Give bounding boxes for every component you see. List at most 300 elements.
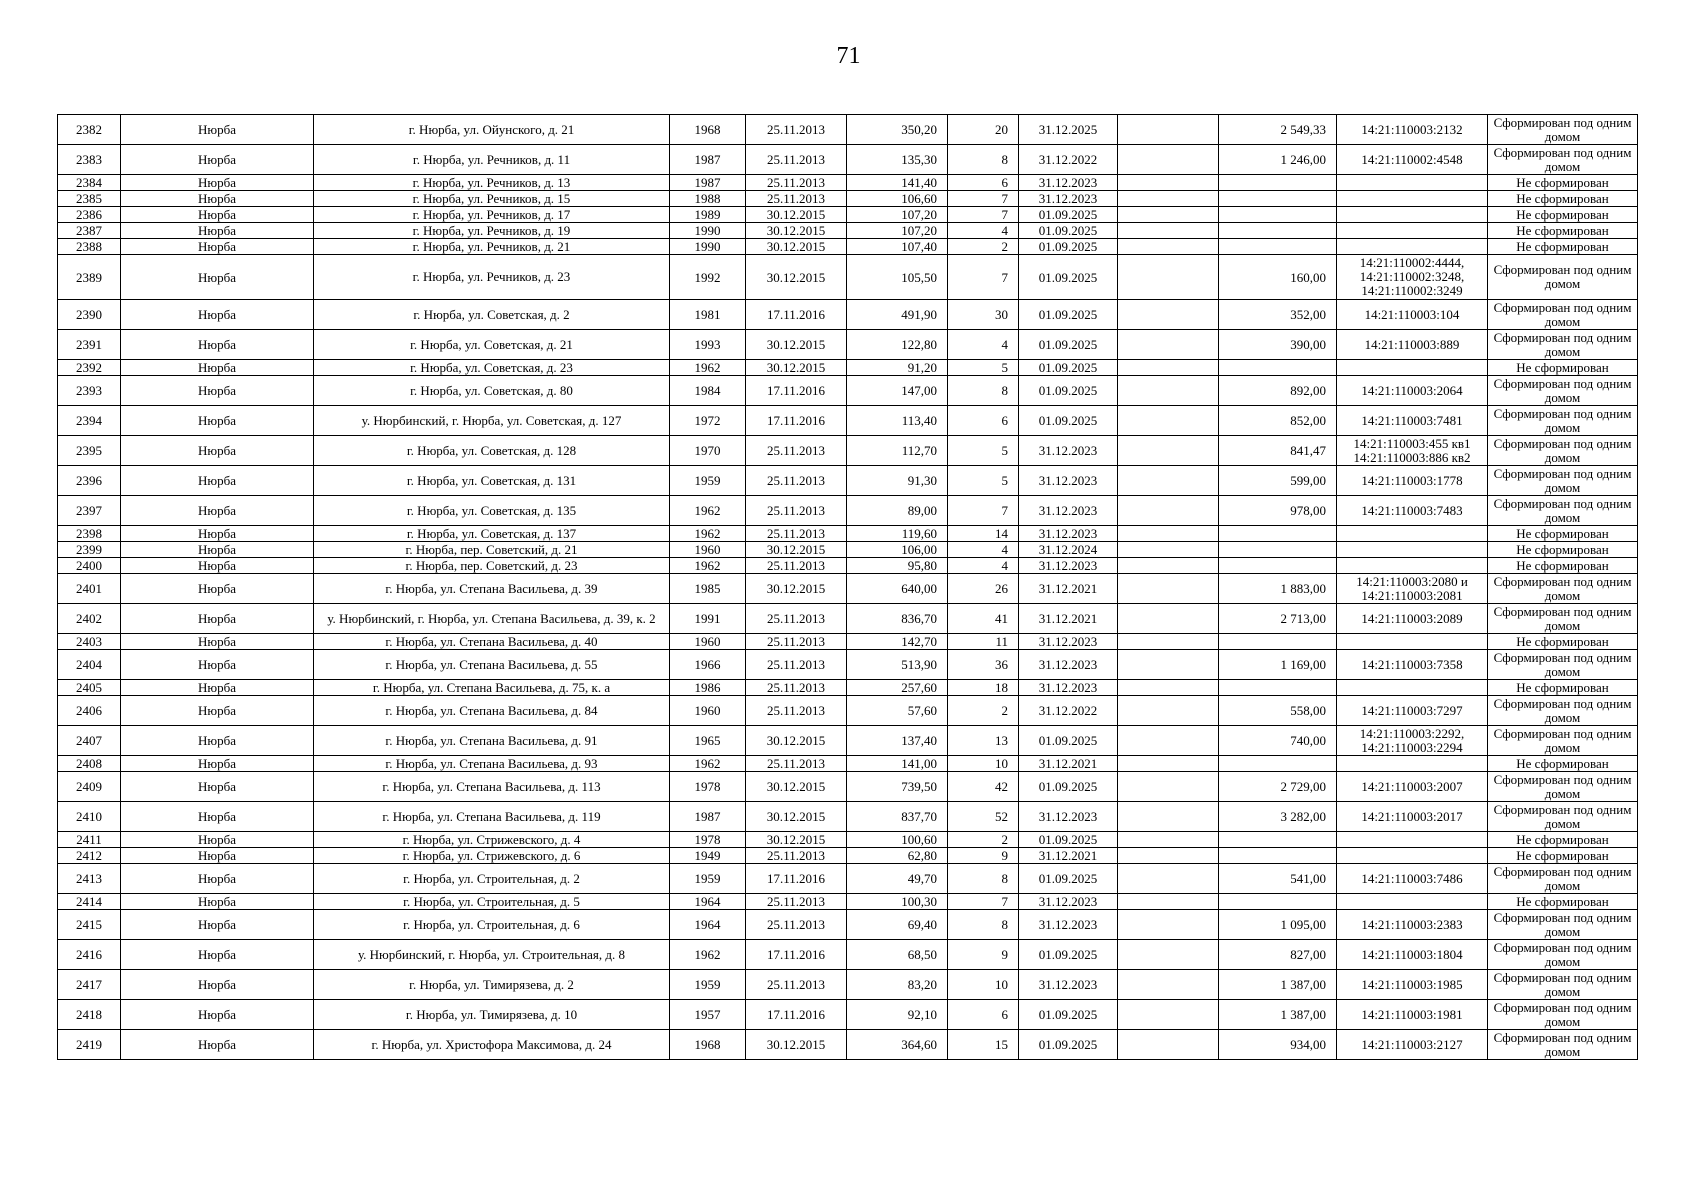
- cadastral-number-cell: 14:21:110003:7358: [1337, 650, 1488, 680]
- inclusion-date-cell: 25.11.2013: [746, 696, 847, 726]
- empty-cell: [1118, 574, 1219, 604]
- build-year-cell: 1987: [670, 145, 746, 175]
- empty-cell: [1118, 756, 1219, 772]
- land-area-cell: 1 246,00: [1219, 145, 1337, 175]
- record-number-cell: 2414: [58, 894, 121, 910]
- inclusion-date-cell: 30.12.2015: [746, 542, 847, 558]
- inclusion-date-cell: 25.11.2013: [746, 466, 847, 496]
- floor-area-cell: 107,20: [847, 207, 948, 223]
- land-area-cell: [1219, 542, 1337, 558]
- build-year-cell: 1957: [670, 1000, 746, 1030]
- address-cell: г. Нюрба, ул. Стрижевского, д. 4: [314, 832, 670, 848]
- land-area-cell: 1 387,00: [1219, 970, 1337, 1000]
- empty-cell: [1118, 894, 1219, 910]
- planned-date-cell: 01.09.2025: [1019, 255, 1118, 300]
- build-year-cell: 1991: [670, 604, 746, 634]
- housing-registry-table: [57, 114, 1638, 1060]
- table-body: [58, 115, 1638, 1060]
- planned-date-cell: 01.09.2025: [1019, 726, 1118, 756]
- residents-count-cell: 6: [948, 175, 1019, 191]
- settlement-cell: Нюрба: [121, 175, 314, 191]
- inclusion-date-cell: 17.11.2016: [746, 1000, 847, 1030]
- address-cell: г. Нюрба, ул. Степана Васильева, д. 75, к. а: [314, 680, 670, 696]
- settlement-cell: Нюрба: [121, 574, 314, 604]
- table-row: [58, 145, 1638, 175]
- address-cell: г. Нюрба, ул. Советская, д. 80: [314, 376, 670, 406]
- settlement-cell: Нюрба: [121, 300, 314, 330]
- inclusion-date-cell: 25.11.2013: [746, 970, 847, 1000]
- settlement-cell: Нюрба: [121, 940, 314, 970]
- residents-count-cell: 7: [948, 191, 1019, 207]
- land-status-cell: Не сформирован: [1488, 239, 1638, 255]
- land-area-cell: [1219, 894, 1337, 910]
- residents-count-cell: 6: [948, 406, 1019, 436]
- empty-cell: [1118, 604, 1219, 634]
- record-number-cell: 2418: [58, 1000, 121, 1030]
- build-year-cell: 1992: [670, 255, 746, 300]
- land-area-cell: 599,00: [1219, 466, 1337, 496]
- floor-area-cell: 100,30: [847, 894, 948, 910]
- empty-cell: [1118, 696, 1219, 726]
- build-year-cell: 1985: [670, 574, 746, 604]
- cadastral-number-cell: [1337, 848, 1488, 864]
- address-cell: г. Нюрба, ул. Степана Васильева, д. 39: [314, 574, 670, 604]
- land-status-cell: Сформирован под одним домом: [1488, 1000, 1638, 1030]
- address-cell: г. Нюрба, ул. Речников, д. 19: [314, 223, 670, 239]
- record-number-cell: 2393: [58, 376, 121, 406]
- floor-area-cell: 107,40: [847, 239, 948, 255]
- record-number-cell: 2403: [58, 634, 121, 650]
- residents-count-cell: 5: [948, 436, 1019, 466]
- residents-count-cell: 4: [948, 223, 1019, 239]
- planned-date-cell: 01.09.2025: [1019, 376, 1118, 406]
- address-cell: г. Нюрба, ул. Советская, д. 21: [314, 330, 670, 360]
- inclusion-date-cell: 30.12.2015: [746, 772, 847, 802]
- build-year-cell: 1970: [670, 436, 746, 466]
- residents-count-cell: 10: [948, 970, 1019, 1000]
- record-number-cell: 2399: [58, 542, 121, 558]
- settlement-cell: Нюрба: [121, 496, 314, 526]
- floor-area-cell: 119,60: [847, 526, 948, 542]
- table-row: [58, 115, 1638, 145]
- address-cell: г. Нюрба, пер. Советский, д. 23: [314, 558, 670, 574]
- empty-cell: [1118, 406, 1219, 436]
- empty-cell: [1118, 223, 1219, 239]
- residents-count-cell: 7: [948, 894, 1019, 910]
- residents-count-cell: 18: [948, 680, 1019, 696]
- planned-date-cell: 01.09.2025: [1019, 330, 1118, 360]
- land-status-cell: Сформирован под одним домом: [1488, 436, 1638, 466]
- empty-cell: [1118, 330, 1219, 360]
- floor-area-cell: 91,30: [847, 466, 948, 496]
- inclusion-date-cell: 17.11.2016: [746, 376, 847, 406]
- empty-cell: [1118, 726, 1219, 756]
- empty-cell: [1118, 848, 1219, 864]
- empty-cell: [1118, 207, 1219, 223]
- residents-count-cell: 52: [948, 802, 1019, 832]
- inclusion-date-cell: 25.11.2013: [746, 634, 847, 650]
- table-row: [58, 376, 1638, 406]
- record-number-cell: 2411: [58, 832, 121, 848]
- settlement-cell: Нюрба: [121, 756, 314, 772]
- land-status-cell: Не сформирован: [1488, 894, 1638, 910]
- record-number-cell: 2389: [58, 255, 121, 300]
- build-year-cell: 1959: [670, 970, 746, 1000]
- land-status-cell: Сформирован под одним домом: [1488, 772, 1638, 802]
- land-status-cell: Сформирован под одним домом: [1488, 330, 1638, 360]
- land-area-cell: 841,47: [1219, 436, 1337, 466]
- empty-cell: [1118, 175, 1219, 191]
- residents-count-cell: 8: [948, 376, 1019, 406]
- residents-count-cell: 9: [948, 940, 1019, 970]
- cadastral-number-cell: 14:21:110003:2089: [1337, 604, 1488, 634]
- table-row: [58, 223, 1638, 239]
- build-year-cell: 1990: [670, 223, 746, 239]
- settlement-cell: Нюрба: [121, 255, 314, 300]
- land-status-cell: Сформирован под одним домом: [1488, 115, 1638, 145]
- empty-cell: [1118, 542, 1219, 558]
- planned-date-cell: 01.09.2025: [1019, 223, 1118, 239]
- planned-date-cell: 31.12.2023: [1019, 970, 1118, 1000]
- empty-cell: [1118, 526, 1219, 542]
- empty-cell: [1118, 650, 1219, 680]
- floor-area-cell: 112,70: [847, 436, 948, 466]
- planned-date-cell: 01.09.2025: [1019, 832, 1118, 848]
- empty-cell: [1118, 864, 1219, 894]
- land-area-cell: 558,00: [1219, 696, 1337, 726]
- settlement-cell: Нюрба: [121, 696, 314, 726]
- floor-area-cell: 836,70: [847, 604, 948, 634]
- residents-count-cell: 7: [948, 255, 1019, 300]
- cadastral-number-cell: [1337, 175, 1488, 191]
- floor-area-cell: 62,80: [847, 848, 948, 864]
- settlement-cell: Нюрба: [121, 145, 314, 175]
- record-number-cell: 2410: [58, 802, 121, 832]
- land-area-cell: [1219, 207, 1337, 223]
- table-row: [58, 330, 1638, 360]
- address-cell: г. Нюрба, ул. Советская, д. 135: [314, 496, 670, 526]
- build-year-cell: 1949: [670, 848, 746, 864]
- cadastral-number-cell: 14:21:110003:2383: [1337, 910, 1488, 940]
- floor-area-cell: 837,70: [847, 802, 948, 832]
- planned-date-cell: 01.09.2025: [1019, 300, 1118, 330]
- build-year-cell: 1993: [670, 330, 746, 360]
- build-year-cell: 1962: [670, 558, 746, 574]
- residents-count-cell: 10: [948, 756, 1019, 772]
- inclusion-date-cell: 30.12.2015: [746, 802, 847, 832]
- land-area-cell: 827,00: [1219, 940, 1337, 970]
- floor-area-cell: 141,00: [847, 756, 948, 772]
- record-number-cell: 2405: [58, 680, 121, 696]
- land-area-cell: [1219, 526, 1337, 542]
- table-row: [58, 910, 1638, 940]
- land-status-cell: Сформирован под одним домом: [1488, 406, 1638, 436]
- land-status-cell: Не сформирован: [1488, 832, 1638, 848]
- land-area-cell: [1219, 223, 1337, 239]
- cadastral-number-cell: [1337, 526, 1488, 542]
- land-status-cell: Сформирован под одним домом: [1488, 940, 1638, 970]
- residents-count-cell: 6: [948, 1000, 1019, 1030]
- land-area-cell: 541,00: [1219, 864, 1337, 894]
- land-area-cell: 352,00: [1219, 300, 1337, 330]
- table-row: [58, 406, 1638, 436]
- build-year-cell: 1964: [670, 894, 746, 910]
- planned-date-cell: 01.09.2025: [1019, 940, 1118, 970]
- settlement-cell: Нюрба: [121, 680, 314, 696]
- address-cell: г. Нюрба, пер. Советский, д. 21: [314, 542, 670, 558]
- residents-count-cell: 11: [948, 634, 1019, 650]
- inclusion-date-cell: 30.12.2015: [746, 239, 847, 255]
- table-row: [58, 772, 1638, 802]
- record-number-cell: 2398: [58, 526, 121, 542]
- residents-count-cell: 8: [948, 145, 1019, 175]
- empty-cell: [1118, 680, 1219, 696]
- land-area-cell: [1219, 680, 1337, 696]
- settlement-cell: Нюрба: [121, 864, 314, 894]
- address-cell: г. Нюрба, ул. Ойунского, д. 21: [314, 115, 670, 145]
- build-year-cell: 1966: [670, 650, 746, 680]
- empty-cell: [1118, 558, 1219, 574]
- land-area-cell: 2 729,00: [1219, 772, 1337, 802]
- planned-date-cell: 31.12.2023: [1019, 634, 1118, 650]
- table-row: [58, 832, 1638, 848]
- record-number-cell: 2390: [58, 300, 121, 330]
- settlement-cell: Нюрба: [121, 910, 314, 940]
- planned-date-cell: 31.12.2021: [1019, 756, 1118, 772]
- cadastral-number-cell: 14:21:110003:1985: [1337, 970, 1488, 1000]
- inclusion-date-cell: 25.11.2013: [746, 558, 847, 574]
- build-year-cell: 1960: [670, 542, 746, 558]
- table-row: [58, 436, 1638, 466]
- table-row: [58, 526, 1638, 542]
- table-row: [58, 1030, 1638, 1060]
- land-status-cell: Не сформирован: [1488, 207, 1638, 223]
- land-area-cell: [1219, 848, 1337, 864]
- record-number-cell: 2386: [58, 207, 121, 223]
- settlement-cell: Нюрба: [121, 726, 314, 756]
- address-cell: г. Нюрба, ул. Советская, д. 137: [314, 526, 670, 542]
- table-row: [58, 207, 1638, 223]
- cadastral-number-cell: 14:21:110003:7486: [1337, 864, 1488, 894]
- build-year-cell: 1968: [670, 115, 746, 145]
- empty-cell: [1118, 191, 1219, 207]
- cadastral-number-cell: 14:21:110003:7483: [1337, 496, 1488, 526]
- planned-date-cell: 01.09.2025: [1019, 772, 1118, 802]
- land-area-cell: 934,00: [1219, 1030, 1337, 1060]
- planned-date-cell: 31.12.2023: [1019, 496, 1118, 526]
- table-row: [58, 894, 1638, 910]
- inclusion-date-cell: 25.11.2013: [746, 604, 847, 634]
- land-status-cell: Не сформирован: [1488, 848, 1638, 864]
- cadastral-number-cell: 14:21:110002:4444, 14:21:110002:3248, 14:21:110002:3249: [1337, 255, 1488, 300]
- settlement-cell: Нюрба: [121, 436, 314, 466]
- build-year-cell: 1959: [670, 864, 746, 894]
- planned-date-cell: 31.12.2023: [1019, 191, 1118, 207]
- land-area-cell: [1219, 239, 1337, 255]
- inclusion-date-cell: 30.12.2015: [746, 360, 847, 376]
- inclusion-date-cell: 30.12.2015: [746, 574, 847, 604]
- floor-area-cell: 106,60: [847, 191, 948, 207]
- land-area-cell: 2 549,33: [1219, 115, 1337, 145]
- record-number-cell: 2385: [58, 191, 121, 207]
- cadastral-number-cell: [1337, 191, 1488, 207]
- table-row: [58, 604, 1638, 634]
- floor-area-cell: 68,50: [847, 940, 948, 970]
- inclusion-date-cell: 25.11.2013: [746, 175, 847, 191]
- settlement-cell: Нюрба: [121, 802, 314, 832]
- record-number-cell: 2402: [58, 604, 121, 634]
- residents-count-cell: 14: [948, 526, 1019, 542]
- floor-area-cell: 640,00: [847, 574, 948, 604]
- land-area-cell: [1219, 832, 1337, 848]
- land-area-cell: [1219, 558, 1337, 574]
- planned-date-cell: 31.12.2021: [1019, 848, 1118, 864]
- cadastral-number-cell: 14:21:110003:2064: [1337, 376, 1488, 406]
- residents-count-cell: 2: [948, 696, 1019, 726]
- land-area-cell: [1219, 756, 1337, 772]
- floor-area-cell: 100,60: [847, 832, 948, 848]
- planned-date-cell: 31.12.2023: [1019, 650, 1118, 680]
- residents-count-cell: 4: [948, 542, 1019, 558]
- empty-cell: [1118, 300, 1219, 330]
- settlement-cell: Нюрба: [121, 604, 314, 634]
- inclusion-date-cell: 17.11.2016: [746, 864, 847, 894]
- empty-cell: [1118, 1000, 1219, 1030]
- empty-cell: [1118, 255, 1219, 300]
- cadastral-number-cell: [1337, 756, 1488, 772]
- land-area-cell: [1219, 175, 1337, 191]
- record-number-cell: 2395: [58, 436, 121, 466]
- inclusion-date-cell: 25.11.2013: [746, 756, 847, 772]
- empty-cell: [1118, 910, 1219, 940]
- cadastral-number-cell: 14:21:110003:2292, 14:21:110003:2294: [1337, 726, 1488, 756]
- build-year-cell: 1981: [670, 300, 746, 330]
- record-number-cell: 2394: [58, 406, 121, 436]
- land-status-cell: Не сформирован: [1488, 680, 1638, 696]
- table-row: [58, 680, 1638, 696]
- floor-area-cell: 49,70: [847, 864, 948, 894]
- inclusion-date-cell: 17.11.2016: [746, 300, 847, 330]
- inclusion-date-cell: 17.11.2016: [746, 406, 847, 436]
- cadastral-number-cell: 14:21:110003:7297: [1337, 696, 1488, 726]
- table-row: [58, 255, 1638, 300]
- settlement-cell: Нюрба: [121, 1000, 314, 1030]
- land-status-cell: Не сформирован: [1488, 223, 1638, 239]
- record-number-cell: 2392: [58, 360, 121, 376]
- build-year-cell: 1962: [670, 940, 746, 970]
- table-row: [58, 496, 1638, 526]
- empty-cell: [1118, 115, 1219, 145]
- address-cell: г. Нюрба, ул. Стрижевского, д. 6: [314, 848, 670, 864]
- build-year-cell: 1989: [670, 207, 746, 223]
- land-status-cell: Сформирован под одним домом: [1488, 650, 1638, 680]
- land-status-cell: Сформирован под одним домом: [1488, 802, 1638, 832]
- settlement-cell: Нюрба: [121, 772, 314, 802]
- land-area-cell: 1 169,00: [1219, 650, 1337, 680]
- inclusion-date-cell: 25.11.2013: [746, 910, 847, 940]
- inclusion-date-cell: 30.12.2015: [746, 832, 847, 848]
- planned-date-cell: 01.09.2025: [1019, 239, 1118, 255]
- inclusion-date-cell: 25.11.2013: [746, 894, 847, 910]
- record-number-cell: 2384: [58, 175, 121, 191]
- empty-cell: [1118, 772, 1219, 802]
- inclusion-date-cell: 25.11.2013: [746, 115, 847, 145]
- inclusion-date-cell: 25.11.2013: [746, 680, 847, 696]
- settlement-cell: Нюрба: [121, 207, 314, 223]
- floor-area-cell: 257,60: [847, 680, 948, 696]
- settlement-cell: Нюрба: [121, 970, 314, 1000]
- residents-count-cell: 30: [948, 300, 1019, 330]
- cadastral-number-cell: 14:21:110003:1778: [1337, 466, 1488, 496]
- land-area-cell: 1 095,00: [1219, 910, 1337, 940]
- address-cell: г. Нюрба, ул. Тимирязева, д. 10: [314, 1000, 670, 1030]
- land-status-cell: Сформирован под одним домом: [1488, 145, 1638, 175]
- build-year-cell: 1962: [670, 360, 746, 376]
- floor-area-cell: 137,40: [847, 726, 948, 756]
- land-area-cell: [1219, 191, 1337, 207]
- planned-date-cell: 31.12.2023: [1019, 802, 1118, 832]
- settlement-cell: Нюрба: [121, 406, 314, 436]
- land-area-cell: 3 282,00: [1219, 802, 1337, 832]
- cadastral-number-cell: [1337, 634, 1488, 650]
- table-row: [58, 558, 1638, 574]
- address-cell: г. Нюрба, ул. Речников, д. 23: [314, 255, 670, 300]
- build-year-cell: 1965: [670, 726, 746, 756]
- address-cell: г. Нюрба, ул. Строительная, д. 6: [314, 910, 670, 940]
- residents-count-cell: 41: [948, 604, 1019, 634]
- settlement-cell: Нюрба: [121, 526, 314, 542]
- address-cell: г. Нюрба, ул. Степана Васильева, д. 91: [314, 726, 670, 756]
- floor-area-cell: 91,20: [847, 360, 948, 376]
- residents-count-cell: 8: [948, 910, 1019, 940]
- address-cell: г. Нюрба, ул. Советская, д. 131: [314, 466, 670, 496]
- inclusion-date-cell: 25.11.2013: [746, 436, 847, 466]
- cadastral-number-cell: 14:21:110003:2132: [1337, 115, 1488, 145]
- settlement-cell: Нюрба: [121, 832, 314, 848]
- land-status-cell: Не сформирован: [1488, 360, 1638, 376]
- table-row: [58, 239, 1638, 255]
- table-row: [58, 466, 1638, 496]
- planned-date-cell: 31.12.2023: [1019, 526, 1118, 542]
- inclusion-date-cell: 25.11.2013: [746, 496, 847, 526]
- land-status-cell: Не сформирован: [1488, 175, 1638, 191]
- cadastral-number-cell: [1337, 542, 1488, 558]
- address-cell: г. Нюрба, ул. Степана Васильева, д. 40: [314, 634, 670, 650]
- cadastral-number-cell: 14:21:110002:4548: [1337, 145, 1488, 175]
- land-status-cell: Сформирован под одним домом: [1488, 255, 1638, 300]
- cadastral-number-cell: 14:21:110003:2080 и 14:21:110003:2081: [1337, 574, 1488, 604]
- empty-cell: [1118, 496, 1219, 526]
- planned-date-cell: 31.12.2022: [1019, 145, 1118, 175]
- planned-date-cell: 31.12.2023: [1019, 894, 1118, 910]
- settlement-cell: Нюрба: [121, 558, 314, 574]
- planned-date-cell: 31.12.2023: [1019, 466, 1118, 496]
- table-row: [58, 970, 1638, 1000]
- residents-count-cell: 5: [948, 466, 1019, 496]
- settlement-cell: Нюрба: [121, 239, 314, 255]
- cadastral-number-cell: [1337, 223, 1488, 239]
- cadastral-number-cell: [1337, 832, 1488, 848]
- build-year-cell: 1987: [670, 175, 746, 191]
- build-year-cell: 1978: [670, 772, 746, 802]
- record-number-cell: 2404: [58, 650, 121, 680]
- residents-count-cell: 4: [948, 558, 1019, 574]
- inclusion-date-cell: 25.11.2013: [746, 848, 847, 864]
- floor-area-cell: 364,60: [847, 1030, 948, 1060]
- planned-date-cell: 31.12.2021: [1019, 604, 1118, 634]
- settlement-cell: Нюрба: [121, 223, 314, 239]
- build-year-cell: 1978: [670, 832, 746, 848]
